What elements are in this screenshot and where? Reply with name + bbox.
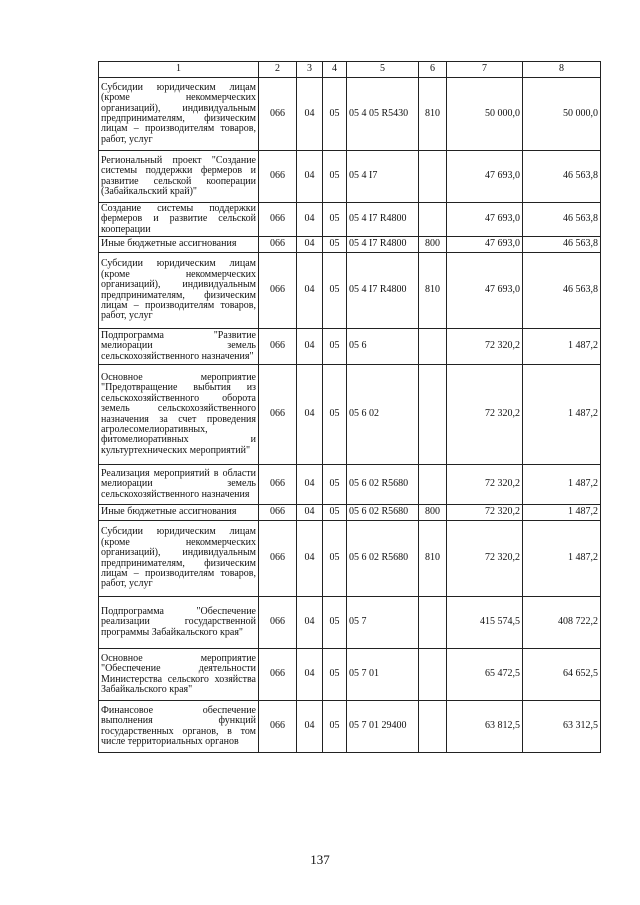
row-amount-col7: 72 320,2 [447,465,523,505]
row-subsection-code: 05 [323,203,347,237]
header-col-5: 5 [347,62,419,78]
row-section-code: 04 [297,329,323,365]
row-ministry-code: 066 [259,597,297,649]
row-subsection-code: 05 [323,701,347,753]
row-ministry-code: 066 [259,465,297,505]
table-row [99,78,601,151]
row-section-code: 04 [297,649,323,701]
row-amount-col8: 1 487,2 [523,465,601,505]
row-amount-col7: 72 320,2 [447,365,523,465]
row-amount-col8: 1 487,2 [523,521,601,597]
header-col-2: 2 [259,62,297,78]
row-expense-type [419,203,447,237]
row-section-code: 04 [297,505,323,521]
row-expense-type: 810 [419,521,447,597]
row-expense-type: 810 [419,253,447,329]
row-target-code: 05 7 01 29400 [347,701,419,753]
row-amount-col8: 46 563,8 [523,151,601,203]
row-target-code: 05 4 I7 R4800 [347,203,419,237]
row-amount-col7: 72 320,2 [447,505,523,521]
table-header-row [99,62,601,78]
row-amount-col7: 47 693,0 [447,253,523,329]
row-subsection-code: 05 [323,365,347,465]
row-section-code: 04 [297,237,323,253]
row-section-code: 04 [297,203,323,237]
row-name: Субсидии юридическим лицам (кроме некоммерческих организаций), индивидуальным предпринимателям, физическим лицам – производителям товаров, работ, услуг [99,521,259,597]
row-amount-col8: 46 563,8 [523,203,601,237]
row-ministry-code: 066 [259,329,297,365]
header-col-4: 4 [323,62,347,78]
row-subsection-code: 05 [323,78,347,151]
row-amount-col7: 50 000,0 [447,78,523,151]
row-subsection-code: 05 [323,597,347,649]
row-name: Субсидии юридическим лицам (кроме некоммерческих организаций), индивидуальным предпринимателям, физическим лицам – производителям товаров, работ, услуг [99,78,259,151]
row-expense-type [419,597,447,649]
table-row [99,237,601,253]
header-col-6: 6 [419,62,447,78]
row-amount-col7: 47 693,0 [447,237,523,253]
row-target-code: 05 4 I7 R4800 [347,237,419,253]
row-section-code: 04 [297,701,323,753]
row-subsection-code: 05 [323,505,347,521]
row-name: Основное мероприятие "Предотвращение выбытия из сельскохозяйственного оборота земель сельскохозяйственного назначения за счет проведения агролесомелиоративных, фитомелиоративных и культуртехнических мероприятий" [99,365,259,465]
page-number: 137 [310,852,330,867]
row-amount-col7: 47 693,0 [447,203,523,237]
row-ministry-code: 066 [259,237,297,253]
row-name: Основное мероприятие "Обеспечение деятельности Министерства сельского хозяйства Забайкальского края" [99,649,259,701]
row-expense-type [419,649,447,701]
row-ministry-code: 066 [259,701,297,753]
table-row [99,505,601,521]
header-col-8: 8 [523,62,601,78]
row-target-code: 05 7 [347,597,419,649]
row-amount-col8: 63 312,5 [523,701,601,753]
row-amount-col8: 46 563,8 [523,237,601,253]
row-section-code: 04 [297,365,323,465]
row-expense-type: 810 [419,78,447,151]
row-amount-col8: 50 000,0 [523,78,601,151]
row-expense-type [419,465,447,505]
row-section-code: 04 [297,521,323,597]
row-expense-type [419,701,447,753]
table-row [99,701,601,753]
row-section-code: 04 [297,78,323,151]
row-name: Создание системы поддержки фермеров и развитие сельской кооперации [99,203,259,237]
row-subsection-code: 05 [323,151,347,203]
row-amount-col8: 1 487,2 [523,365,601,465]
row-amount-col8: 1 487,2 [523,505,601,521]
row-expense-type [419,151,447,203]
row-subsection-code: 05 [323,253,347,329]
row-name: Иные бюджетные ассигнования [99,237,259,253]
row-amount-col8: 408 722,2 [523,597,601,649]
header-col-1: 1 [99,62,259,78]
row-subsection-code: 05 [323,329,347,365]
row-subsection-code: 05 [323,649,347,701]
row-expense-type: 800 [419,237,447,253]
row-amount-col8: 64 652,5 [523,649,601,701]
row-ministry-code: 066 [259,78,297,151]
row-expense-type [419,365,447,465]
table-row [99,649,601,701]
row-ministry-code: 066 [259,505,297,521]
table-row [99,329,601,365]
table-row [99,365,601,465]
row-target-code: 05 6 [347,329,419,365]
row-target-code: 05 4 I7 [347,151,419,203]
row-section-code: 04 [297,597,323,649]
row-section-code: 04 [297,151,323,203]
row-name: Подпрограмма "Развитие мелиорации земель сельскохозяйственного назначения" [99,329,259,365]
row-ministry-code: 066 [259,521,297,597]
row-ministry-code: 066 [259,151,297,203]
row-target-code: 05 6 02 R5680 [347,521,419,597]
row-name: Иные бюджетные ассигнования [99,505,259,521]
row-expense-type [419,329,447,365]
row-amount-col7: 65 472,5 [447,649,523,701]
row-expense-type: 800 [419,505,447,521]
row-amount-col7: 47 693,0 [447,151,523,203]
row-target-code: 05 4 05 R5430 [347,78,419,151]
row-ministry-code: 066 [259,649,297,701]
budget-table [98,61,601,753]
table-row [99,597,601,649]
row-name: Региональный проект "Создание системы поддержки фермеров и развитие сельской кооперации (Забайкальский край)" [99,151,259,203]
table-row [99,253,601,329]
row-ministry-code: 066 [259,253,297,329]
row-section-code: 04 [297,253,323,329]
row-target-code: 05 6 02 R5680 [347,505,419,521]
row-subsection-code: 05 [323,237,347,253]
row-section-code: 04 [297,465,323,505]
table-row [99,203,601,237]
row-amount-col8: 46 563,8 [523,253,601,329]
row-subsection-code: 05 [323,521,347,597]
row-amount-col7: 72 320,2 [447,329,523,365]
header-col-7: 7 [447,62,523,78]
row-amount-col7: 72 320,2 [447,521,523,597]
row-name: Подпрограмма "Обеспечение реализации государственной программы Забайкальского края" [99,597,259,649]
row-name: Реализация мероприятий в области мелиорации земель сельскохозяйственного назначения [99,465,259,505]
row-name: Финансовое обеспечение выполнения функций государственных органов, в том числе территориальных органов [99,701,259,753]
row-name: Субсидии юридическим лицам (кроме некоммерческих организаций), индивидуальным предпринимателям, физическим лицам – производителям товаров, работ, услуг [99,253,259,329]
row-amount-col8: 1 487,2 [523,329,601,365]
table-row [99,465,601,505]
header-col-3: 3 [297,62,323,78]
row-target-code: 05 7 01 [347,649,419,701]
table-row [99,151,601,203]
row-target-code: 05 4 I7 R4800 [347,253,419,329]
row-ministry-code: 066 [259,203,297,237]
row-subsection-code: 05 [323,465,347,505]
row-target-code: 05 6 02 R5680 [347,465,419,505]
row-target-code: 05 6 02 [347,365,419,465]
table-row [99,521,601,597]
row-amount-col7: 63 812,5 [447,701,523,753]
row-amount-col7: 415 574,5 [447,597,523,649]
row-ministry-code: 066 [259,365,297,465]
